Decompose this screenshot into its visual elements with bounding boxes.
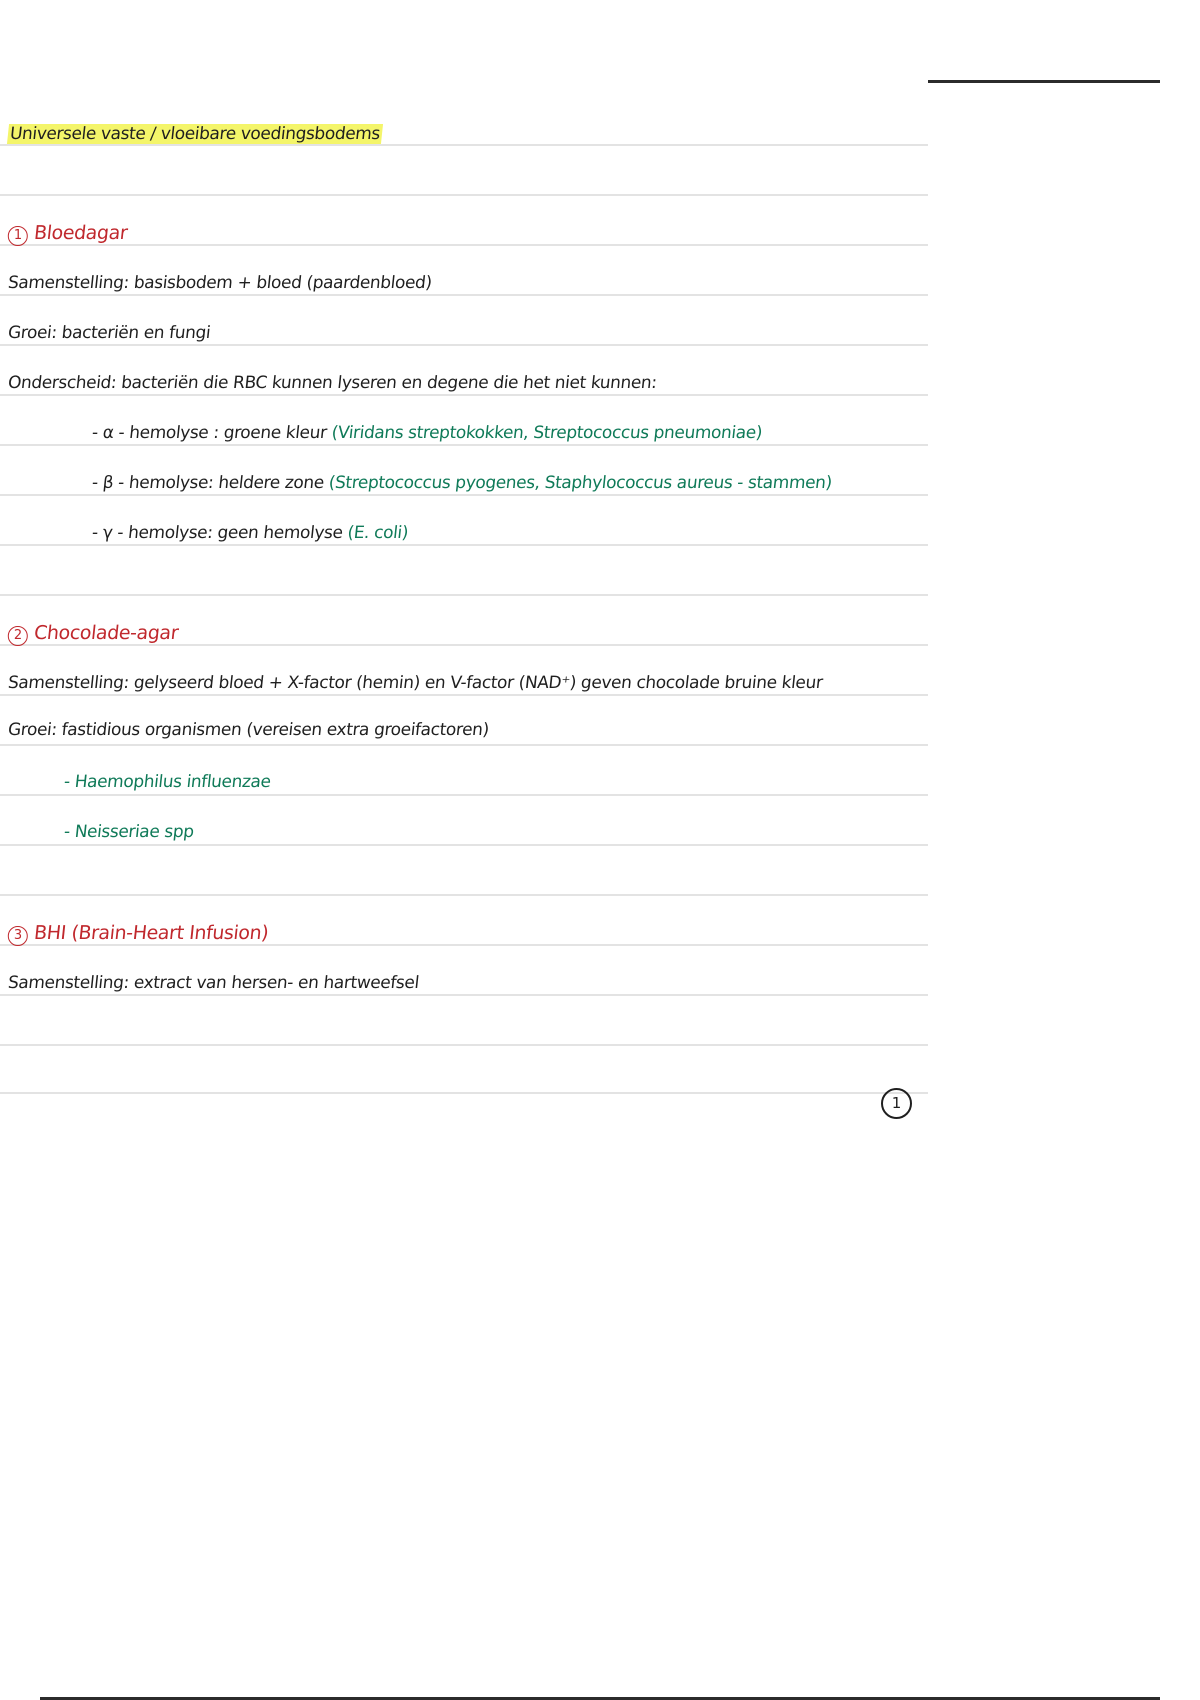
item-label: - β - hemolyse: heldere zone (90, 473, 325, 493)
section-number: 3 (8, 926, 28, 946)
section-heading-chocolade-agar (7, 622, 180, 646)
ruled-line (0, 1044, 928, 1046)
ruled-line (0, 544, 928, 546)
item-label: - α - hemolyse : groene kleur (90, 423, 328, 443)
growth-line: Groei: fastidious organismen (vereisen extra groeifactoren) (6, 720, 490, 740)
ruled-line (0, 144, 928, 146)
item-examples: (Streptococcus pyogenes, Staphylococcus aureus - stammen) (327, 473, 833, 493)
item-examples: (Viridans streptokokken, Streptococcus pneumoniae) (330, 423, 764, 443)
ruled-line (0, 344, 928, 346)
section-number: 2 (8, 626, 28, 646)
ruled-line (0, 244, 928, 246)
ruled-line (0, 894, 928, 896)
list-item (91, 473, 833, 493)
list-item: - Neisseriae spp (62, 822, 195, 842)
section-title: Bloedagar (32, 222, 129, 244)
growth-line: Groei: bacteriën en fungi (6, 323, 212, 343)
top-rule (928, 80, 1160, 83)
ruled-line (0, 294, 928, 296)
ruled-line (0, 794, 928, 796)
ruled-line (0, 994, 928, 996)
ruled-line (0, 494, 928, 496)
ruled-line (0, 594, 928, 596)
section-title: BHI (Brain-Heart Infusion) (32, 922, 270, 944)
section-title: Chocolade-agar (32, 622, 180, 644)
page-number: 1 (881, 1088, 912, 1119)
ruled-line (0, 194, 928, 196)
page-title (7, 124, 383, 144)
list-item: - Haemophilus influenzae (62, 772, 272, 792)
composition-line: Samenstelling: gelyseerd bloed + X-factor (hemin) en V-factor (NAD⁺) geven chocolade bruine kleur (6, 673, 824, 693)
list-item (91, 523, 409, 543)
title-highlight: Universele vaste / vloeibare voedingsbodems (8, 124, 381, 144)
section-heading-bloedagar (7, 222, 129, 246)
ruled-line (0, 694, 928, 696)
item-label: - γ - hemolyse: geen hemolyse (90, 523, 344, 543)
item-examples: (E. coli) (346, 523, 410, 543)
distinction-line: Onderscheid: bacteriën die RBC kunnen lyseren en degene die het niet kunnen: (6, 373, 658, 393)
ruled-line (0, 394, 928, 396)
ruled-line (0, 444, 928, 446)
composition-line: Samenstelling: extract van hersen- en hartweefsel (6, 973, 420, 993)
ruled-line (0, 744, 928, 746)
ruled-line (0, 1092, 928, 1094)
list-item (91, 423, 763, 443)
ruled-line (0, 844, 928, 846)
section-number: 1 (8, 226, 28, 246)
composition-line: Samenstelling: basisbodem + bloed (paardenbloed) (6, 273, 433, 293)
section-heading-bhi (7, 922, 270, 946)
